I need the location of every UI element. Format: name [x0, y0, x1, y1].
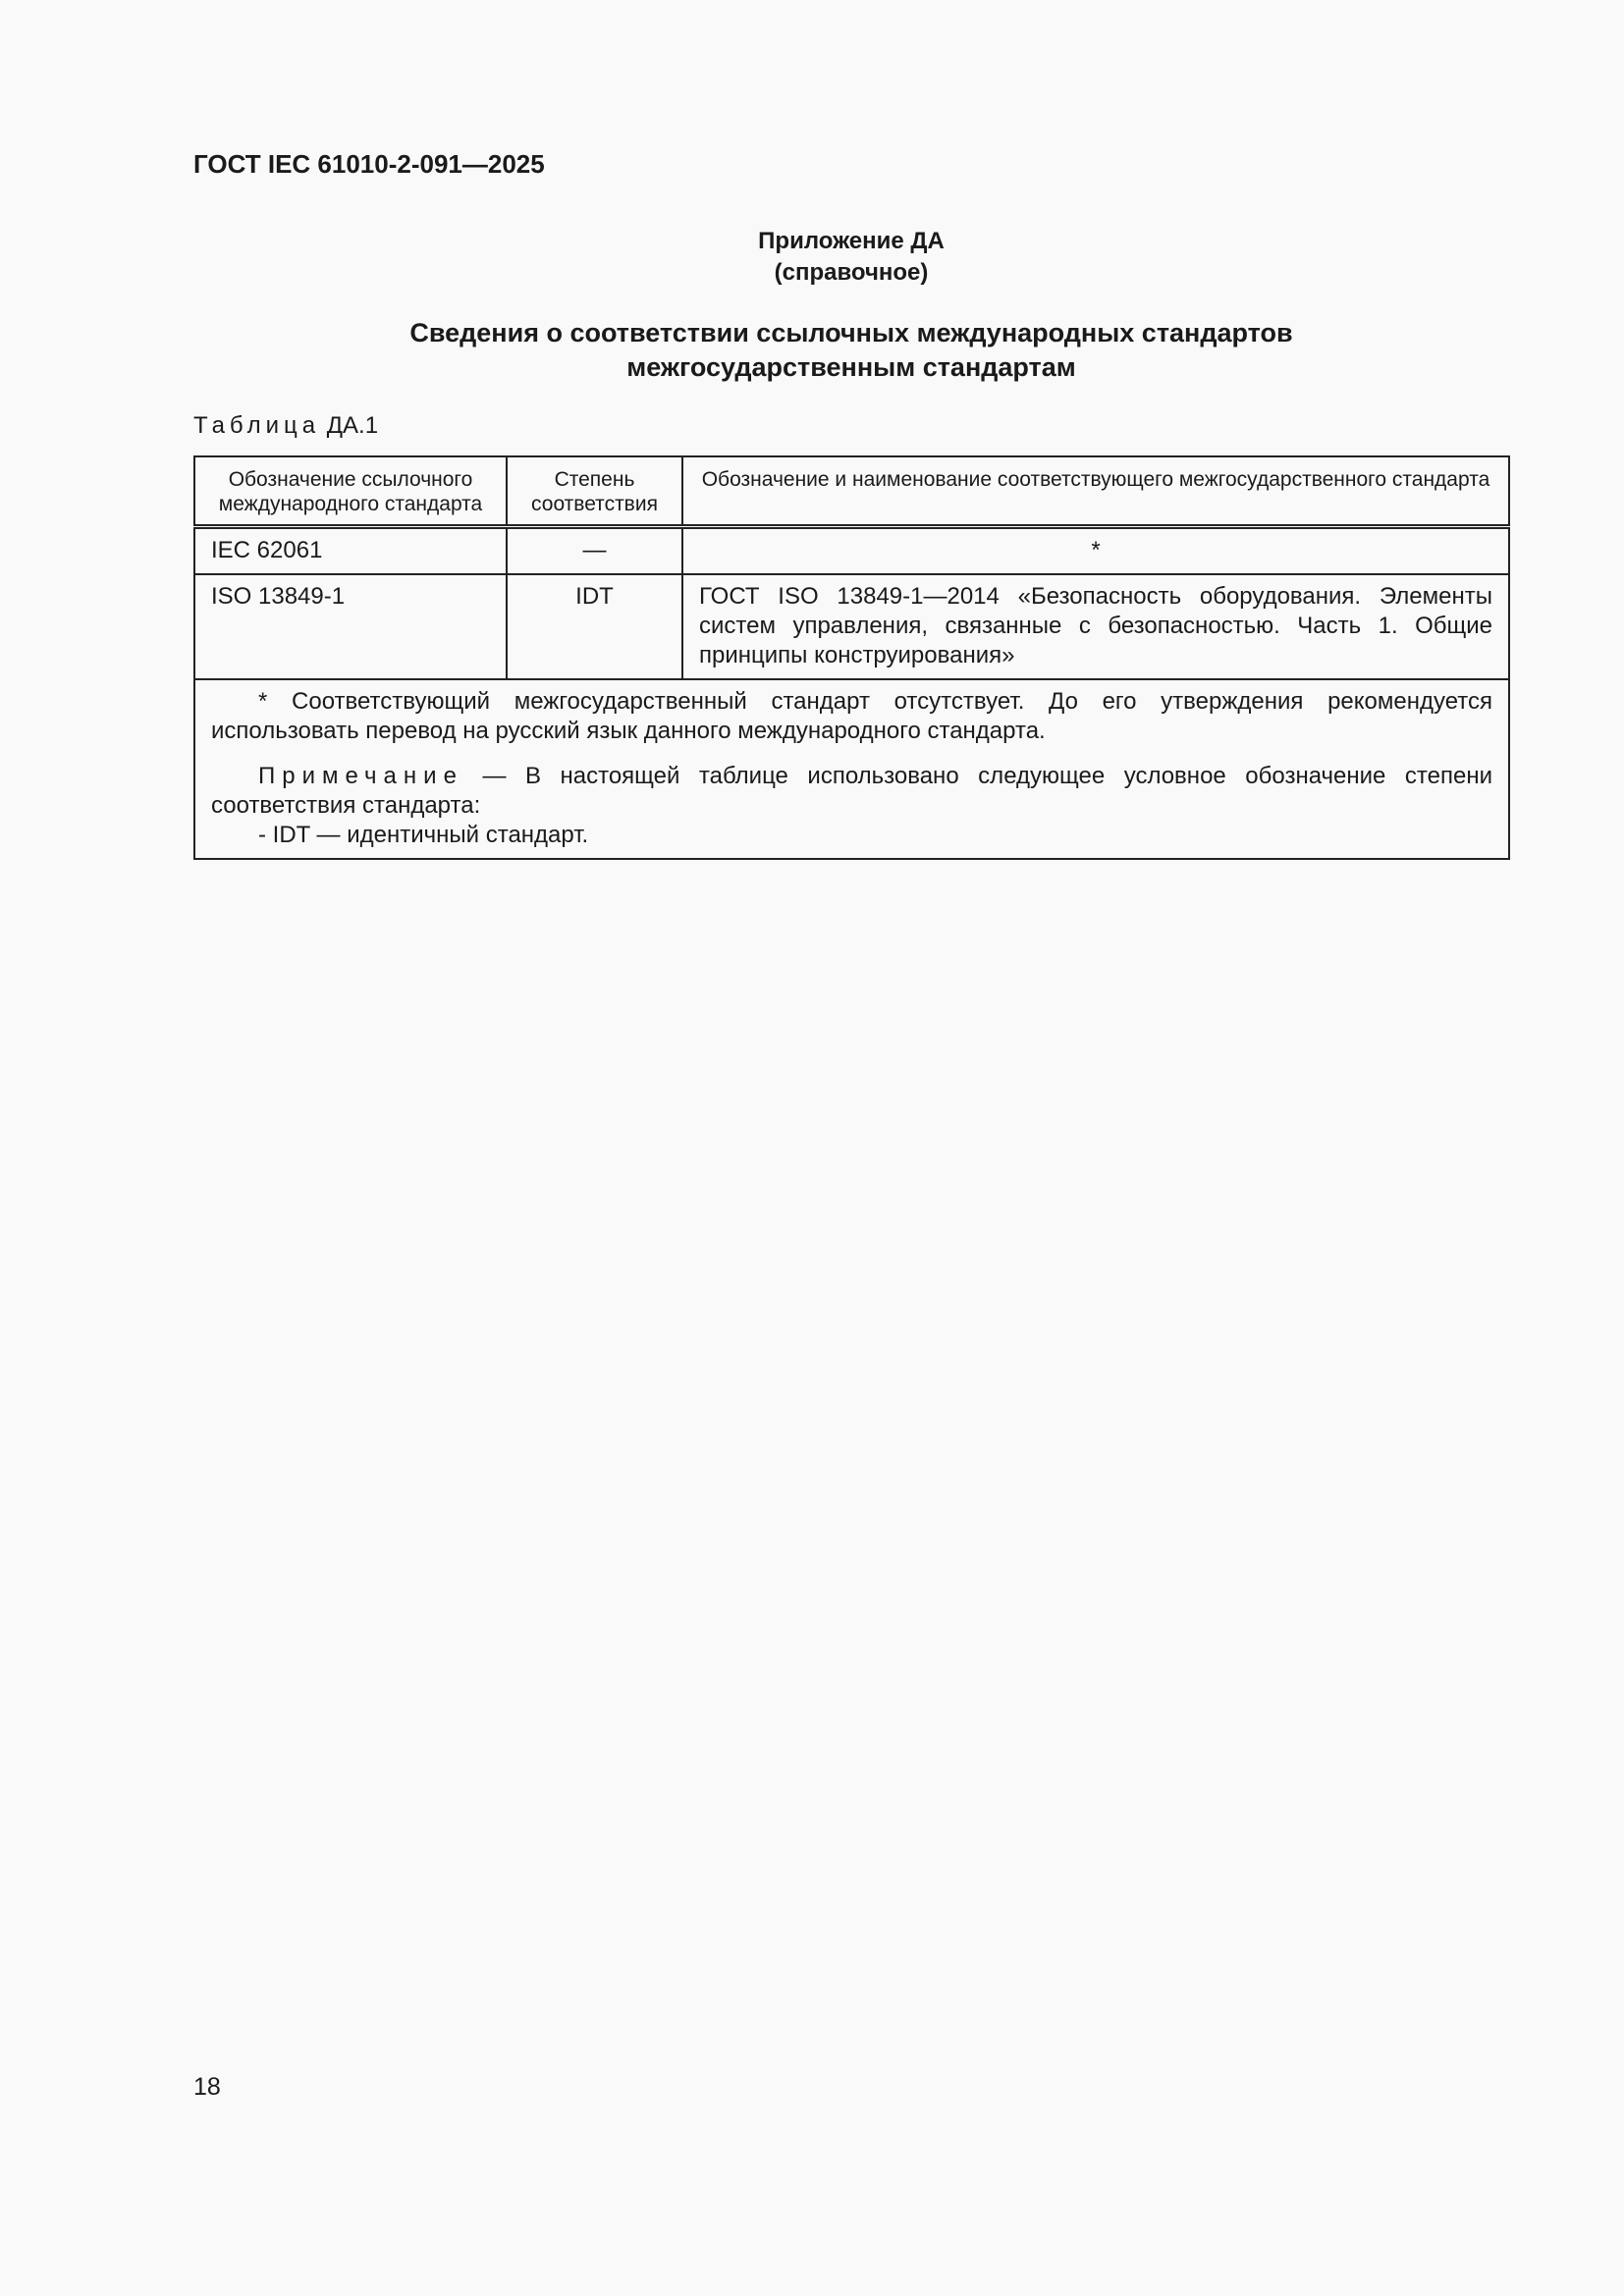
cell-national-standard: *	[682, 527, 1509, 575]
standards-correspondence-table	[193, 455, 1510, 860]
table-row	[194, 574, 1509, 679]
table-caption	[193, 412, 378, 440]
table-note	[211, 762, 1492, 821]
note-text: — В настоящей таблице использовано следующее условное обозначение степени соответствия стандарта:	[211, 763, 1492, 819]
header-national-standard: Обозначение и наименование соответствующего межгосударственного стандарта	[682, 456, 1509, 527]
table-notes-cell	[194, 679, 1509, 859]
header-degree: Степень соответствия	[507, 456, 682, 527]
section-title-line-1: Сведения о соответствии ссылочных международных стандартов	[409, 318, 1293, 347]
cell-degree: IDT	[507, 574, 682, 679]
table-footnote: * Соответствующий межгосударственный стандарт отсутствует. До его утверждения рекомендуется использовать перевод на русский язык данного международного стандарта.	[211, 688, 1492, 744]
note-list-item: - IDT — идентичный стандарт.	[258, 822, 589, 848]
section-title	[193, 316, 1509, 385]
table-header-row	[194, 456, 1509, 527]
section-title-line-2: межгосударственным стандартам	[626, 352, 1076, 382]
appendix-heading	[193, 226, 1509, 289]
table-caption-id: ДА.1	[326, 412, 379, 439]
cell-ref-standard: IEC 62061	[194, 527, 507, 575]
document-code-header: ГОСТ IEC 61010-2-091—2025	[193, 149, 545, 179]
page-number: 18	[193, 2073, 221, 2101]
note-label: Примечание	[258, 763, 463, 789]
table-notes-row	[194, 679, 1509, 859]
table-caption-word: Таблица	[193, 412, 321, 439]
cell-degree: —	[507, 527, 682, 575]
cell-ref-standard: ISO 13849-1	[194, 574, 507, 679]
appendix-kind: (справочное)	[774, 259, 929, 286]
appendix-title: Приложение ДА	[758, 228, 945, 254]
header-ref-standard: Обозначение ссылочного международного стандарта	[194, 456, 507, 527]
table-row	[194, 527, 1509, 575]
cell-national-standard: ГОСТ ISO 13849-1—2014 «Безопасность оборудования. Элементы систем управления, связанные с безопасностью. Часть 1. Общие принципы конструирования»	[682, 574, 1509, 679]
